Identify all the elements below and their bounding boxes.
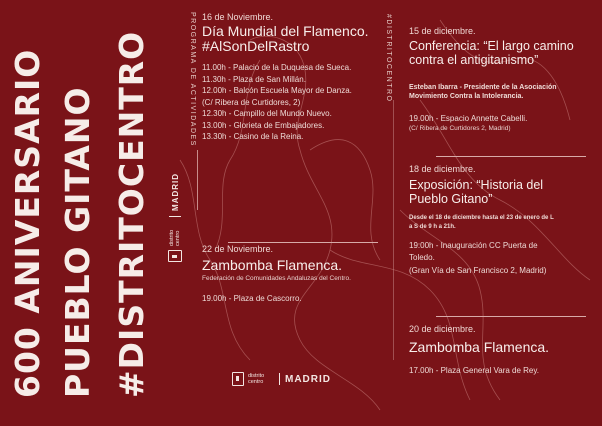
event-15-dic bbox=[409, 26, 599, 133]
event-date: 18 de diciembre. bbox=[409, 164, 476, 174]
hashtag-vertical: #DISTRITOCENTRO bbox=[385, 14, 392, 103]
title-line-2: PUEBLO GITANO bbox=[58, 86, 97, 398]
event-date: 15 de diciembre. bbox=[409, 26, 476, 36]
separator-line bbox=[436, 316, 586, 317]
middle-divider bbox=[393, 100, 394, 360]
event-date: 20 de diciembre. bbox=[409, 324, 476, 334]
event-time-place: 19.00h - Espacio Annette Cabelli. bbox=[409, 114, 528, 123]
event-note: Desde el 18 de diciembre hasta el 23 de enero de L bbox=[409, 215, 554, 221]
schedule-item: 13.30h - Casino de la Reina. bbox=[202, 132, 304, 141]
logo-distrito-centro: distrito centro bbox=[248, 373, 265, 385]
event-time-place-cont: Toledo. bbox=[409, 252, 435, 262]
speaker-line: Movimiento Contra la Intolerancia. bbox=[409, 93, 524, 100]
event-address: (Gran Vía de San Francisco 2, Madrid) bbox=[409, 266, 547, 275]
event-title: Exposición: “Historia del bbox=[409, 178, 544, 192]
event-time-place: 17.00h - Plaza General Vara de Rey. bbox=[409, 366, 539, 375]
event-date: 16 de Noviembre. bbox=[202, 12, 274, 22]
separator-line bbox=[228, 242, 378, 243]
event-schedule bbox=[202, 62, 390, 143]
event-22-nov bbox=[202, 244, 392, 305]
separator-line bbox=[436, 156, 586, 157]
madrid-logo bbox=[232, 372, 331, 386]
event-title: Día Mundial del Flamenco. bbox=[202, 23, 369, 39]
logo-distrito-centro: distrito centro bbox=[169, 229, 181, 246]
event-20-dic bbox=[409, 324, 599, 377]
event-note: a S de 9 h a 21h. bbox=[409, 224, 456, 230]
schedule-item: (C/ Ribera de Curtidores, 2) bbox=[202, 97, 301, 107]
left-divider bbox=[197, 150, 198, 210]
logo-separator bbox=[169, 216, 181, 217]
event-title-cont: contra el antigitanismo” bbox=[409, 53, 539, 67]
madrid-logo-icon bbox=[232, 372, 244, 386]
schedule-item: 11.00h - Palacio de la Duquesa de Sueca. bbox=[202, 63, 352, 72]
title-line-3: #DISTRITOCENTRO bbox=[112, 30, 151, 398]
schedule-item: 11.30h - Plaza de San Millán. bbox=[202, 74, 306, 84]
event-time-place: 19.00h - Plaza de Cascorro. bbox=[202, 294, 302, 303]
event-hashtag: #AlSonDelRastro bbox=[202, 38, 310, 54]
event-title: Conferencia: “El largo camino bbox=[409, 39, 574, 53]
logo-separator bbox=[279, 373, 280, 385]
programa-label: PROGRAMA DE ACTIVIDADES bbox=[189, 12, 196, 147]
event-subtitle: Federación de Comunidades Andaluzas del Centro. bbox=[202, 275, 351, 282]
event-18-dic bbox=[409, 164, 599, 277]
event-time-place: 19:00h - Inauguración CC Puerta de bbox=[409, 241, 538, 250]
event-title: Zambomba Flamenca. bbox=[409, 339, 550, 355]
event-address: (C/ Ribera de Curtidores 2, Madrid) bbox=[409, 124, 511, 132]
madrid-logo-icon bbox=[168, 250, 182, 262]
event-title: Zambomba Flamenca. bbox=[202, 257, 343, 273]
schedule-item: 13.00h - Glorieta de Embajadores. bbox=[202, 120, 325, 130]
vertical-logo bbox=[168, 173, 182, 262]
event-title-cont: Pueblo Gitano” bbox=[409, 192, 493, 206]
logo-madrid: MADRID bbox=[170, 173, 180, 211]
logo-madrid: MADRID bbox=[285, 373, 331, 385]
schedule-item: 12.30h - Campillo del Mundo Nuevo. bbox=[202, 109, 332, 118]
event-date: 22 de Noviembre. bbox=[202, 244, 274, 254]
schedule-item: 12.00h - Balcón Escuela Mayor de Danza. bbox=[202, 86, 352, 95]
event-16-nov bbox=[202, 12, 390, 143]
title-line-1: 600 ANIVERSARIO bbox=[8, 48, 47, 398]
speaker-line: Esteban Ibarra - Presidente de la Asociación bbox=[409, 84, 557, 91]
